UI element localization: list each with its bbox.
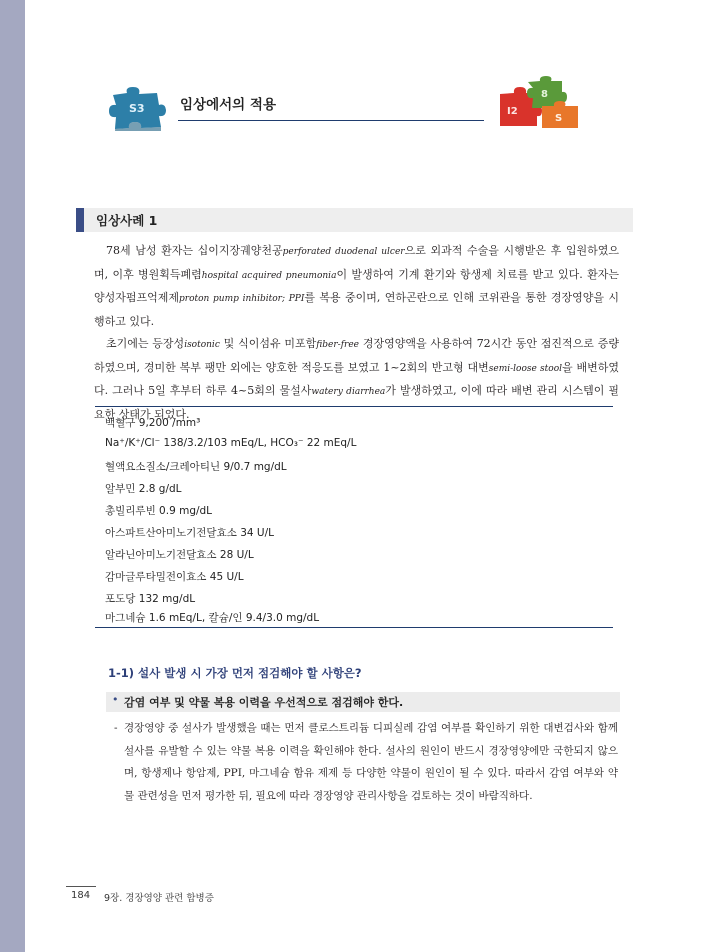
text-run: 으로 외과적 수술을 시행받은 후 입원하였으며, 이후 병원획득폐렴 <box>94 244 620 281</box>
answer-text: 감염 여부 및 약물 복용 이력을 우선적으로 점검해야 한다. <box>124 696 404 709</box>
lab-glucose: 포도당 132 mg/dL <box>105 593 196 605</box>
lab-bun-creatinine: 혈액요소질소/크레아티닌 9/0.7 mg/dL <box>105 461 287 473</box>
lab-ggt: 감마글루타밀전이효소 45 U/L <box>105 571 244 583</box>
text-run: 78세 남성 환자는 십이지장궤양천공 <box>106 244 283 257</box>
english-term: hospital acquired pneumonia <box>201 270 337 281</box>
english-term: fiber-free <box>316 340 360 350</box>
english-term: semi-loose stool <box>488 363 562 374</box>
lab-mg-ca-p: 마그네슘 1.6 mEq/L, 칼슘/인 9.4/3.0 mg/dL <box>105 612 320 624</box>
bullet-icon: • <box>112 693 119 706</box>
svg-text:I2: I2 <box>507 106 518 117</box>
english-term: watery diarrhea <box>311 387 386 397</box>
text-run: 를 복용 중이며, 연하곤란으로 인해 코위관을 통한 경장영양을 시행하고 있다. <box>94 291 619 328</box>
svg-text:S3: S3 <box>129 102 145 115</box>
text-run: 을 배변하였다. 그러나 5일 후부터 하루 4~5회의 물설사 <box>94 360 619 397</box>
chapter-title: 9장. 경장영양 관련 합병증 <box>104 893 214 904</box>
lab-bilirubin: 총빌리루빈 0.9 mg/dL <box>105 505 213 517</box>
text-run: 가 발생하였고, 이에 따라 배변 관리 시스템이 필요한 상태가 되었다. <box>94 384 620 421</box>
answer-bar <box>106 692 620 712</box>
text-run: 이 발생하여 기계 환기와 항생제 치료를 받고 있다. 환자는 양성자펌프억제제 <box>94 267 619 304</box>
lab-wbc: 백혈구 9,200 /mm³ <box>105 417 201 429</box>
case-description <box>94 240 619 426</box>
lab-results-box <box>95 406 613 628</box>
explanation-text: 경장영양 중 설사가 발생했을 때는 먼저 클로스트리듐 디피실레 감염 여부를 확인하기 위한 대변검사와 함께 설사를 유발할 수 있는 약물 복용 이력을 확인해야 한다. 설사의 원인이 반드시 경장영양에만 국한되지 않으며, 항생제나 항암제, PPI, 마그네슘 함유 제제 등 다양한 약물이 원인이 될 수 있다. 따라서 감염 여부와 약물 관련성을 먼저 평가한 뒤, 필요에 따라 경장영양 관리사항을 검토하는 것이 바람직하다. <box>124 722 618 802</box>
text-run: 경장영양액을 사용하여 72시간 동안 점진적으로 증량하였으며, 경미한 복부 팽만 외에는 양호한 적응도를 보였고 1~2회의 반고형 대변 <box>94 337 619 374</box>
header-rule <box>178 120 484 121</box>
footer-rule <box>66 886 96 887</box>
text-run: 초기에는 등장성 <box>106 337 185 350</box>
case-heading: 임상사례 1 <box>96 213 158 228</box>
case-heading-bar <box>76 208 633 232</box>
lab-albumin: 알부민 2.8 g/dL <box>105 483 182 495</box>
section-title: 임상에서의 적용 <box>180 97 276 113</box>
lab-ast: 아스파트산아미노기전달효소 34 U/L <box>105 527 274 539</box>
svg-text:8: 8 <box>541 89 548 100</box>
lab-electrolytes: Na⁺/K⁺/Cl⁻ 138/3.2/103 mEq/L, HCO₃⁻ 22 mEq/L <box>105 437 357 449</box>
explanation-block <box>114 717 618 807</box>
english-term: isotonic <box>184 340 220 350</box>
puzzle-pieces-cluster-icon <box>496 76 582 138</box>
lab-alt: 알라닌아미노기전달효소 28 U/L <box>105 549 254 561</box>
svg-text:S: S <box>555 113 563 124</box>
case-paragraph-1 <box>94 240 619 333</box>
question-label: 1-1) 설사 발생 시 가장 먼저 점검해야 할 사항은? <box>108 666 362 680</box>
text-run: 및 식이섬유 미포함 <box>219 337 317 350</box>
dash-marker: - <box>114 722 118 734</box>
puzzle-piece-blue-icon <box>107 85 169 135</box>
english-term: perforated duodenal ulcer <box>282 247 405 257</box>
page-number: 184 <box>71 890 91 901</box>
left-sidebar-strip <box>0 0 25 952</box>
english-term: proton pump inhibitor; PPI <box>179 294 305 304</box>
